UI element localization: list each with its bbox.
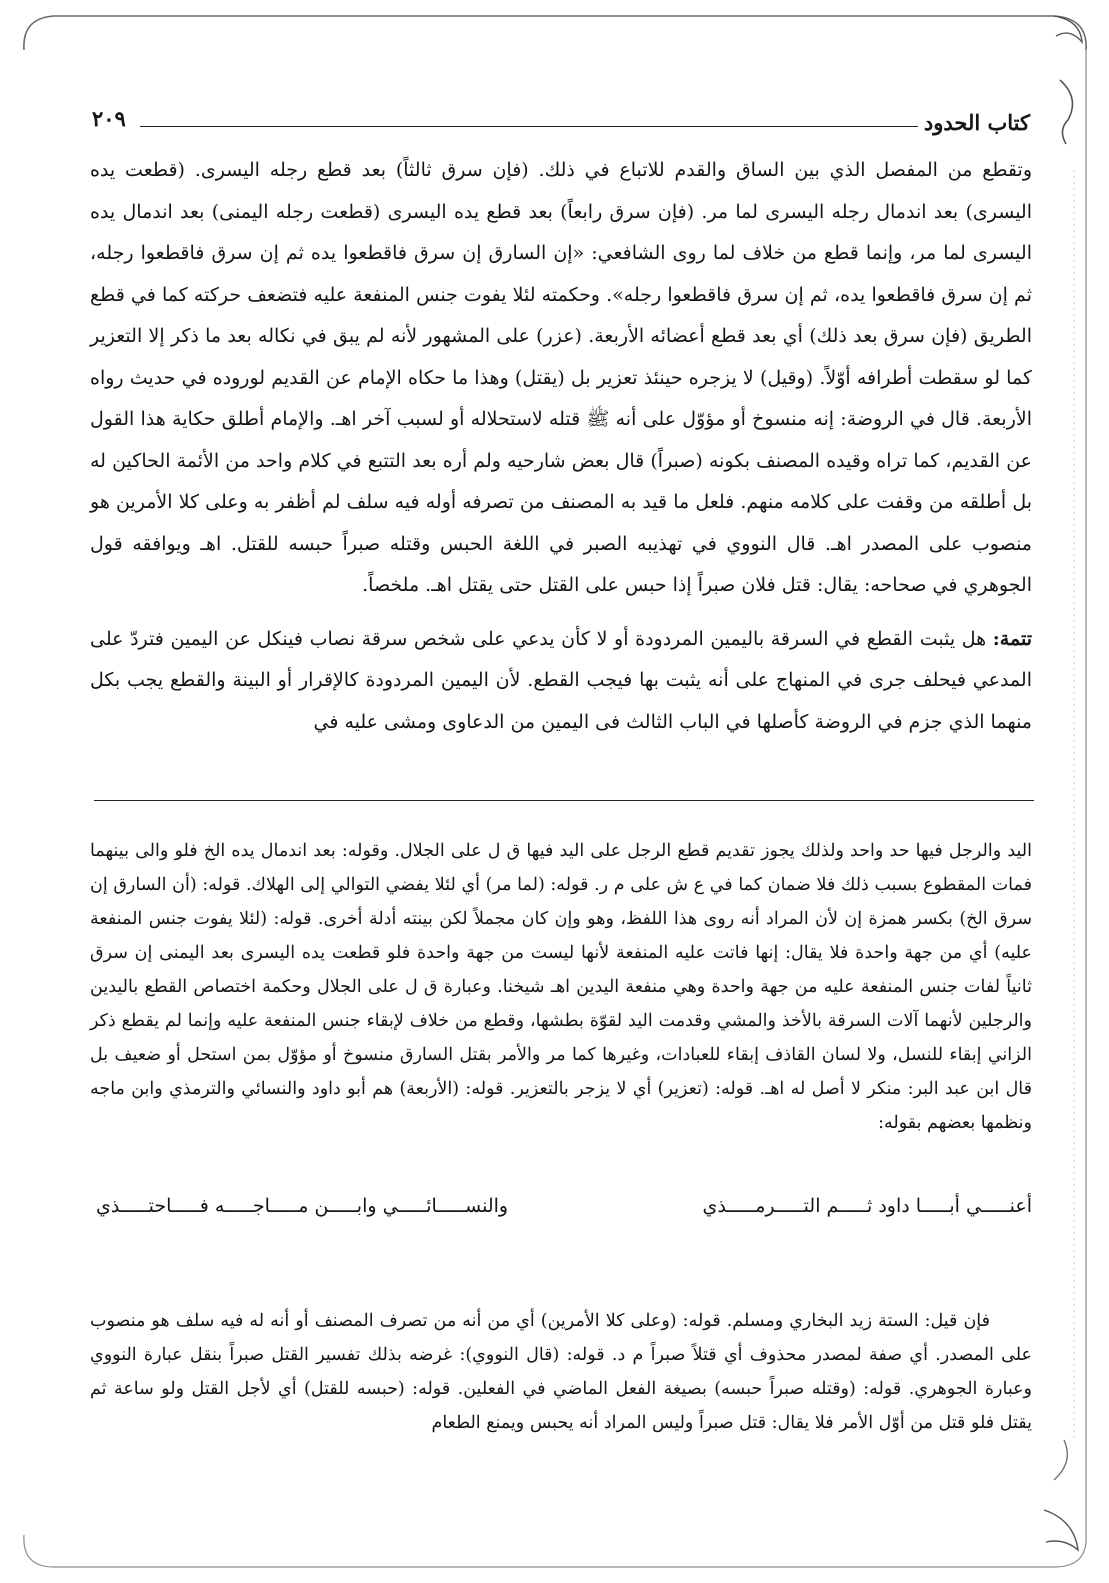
poem-verse xyxy=(96,1195,1032,1235)
chapter-title: كتاب الحدود xyxy=(923,110,1030,135)
page-header xyxy=(92,100,1030,140)
page-number: ٢٠٩ xyxy=(92,106,126,131)
main-paragraph: وتقطع من المفصل الذي بين الساق والقدم للاتباع في ذلك. (فإن سرق ثالثاً) بعد قطع رجله اليسرى. (قطعت يده اليسرى) بعد اندمال رجله اليسرى لما مر. (فإن سرق رابعاً) بعد قطع يده اليسرى (قطعت رجله اليمنى) بعد اندمال يده اليسرى لما مر، وإنما قطع من خلاف لما روى الشافعي: «إن السارق إن سرق فاقطعوا يده ثم إن سرق فاقطعوا رجله، ثم إن سرق فاقطعوا يده، ثم إن سرق فاقطعوا رجله». وحكمته لئلا يفوت جنس المنفعة عليه فتضعف حركته كما في قطع الطريق (فإن سرق بعد ذلك) أي بعد قطع أعضائه الأربعة. (عزر) على المشهور لأنه لم يبق في نكاله بعد ما ذكر إلا التعزير كما لو سقطت أطرافه أوّلاً. (وقيل) لا يزجره حينئذ تعزير بل (يقتل) وهذا ما حكاه الإمام عن القديم لوروده في حديث رواه الأربعة. قال في الروضة: إنه منسوخ أو مؤوّل على أنه ﷺ قتله لاستحلاله أو لسبب آخر اهـ. والإمام أطلق حكاية هذا القول عن القديم، كما تراه وقيده المصنف بكونه (صبراً) قال بعض شارحيه ولم أره بعد التتبع في كلام واحد من الأئمة الحاكين له بل أطلقه من وقفت على كلامه منهم. فلعل ما قيد به المصنف من تصرفه أوله فيه سلف لم أظفر به وعلى كلا الأمرين هو منصوب على المصدر اهـ. قال النووي في تهذيبه الصبر في اللغة الحبس وقتله صبراً حبسه للقتل. اهـ ويوافقه قول الجوهري في صحاحه: يقال: قتل فلان صبراً إذا حبس على القتل حتى يقتل اهـ. ملخصاً. xyxy=(90,159,1032,596)
footnote-paragraph: اليد والرجل فيها حد واحد ولذلك يجوز تقديم قطع الرجل على اليد فيها ق ل على الجلال. وقوله: بعد اندمال يده الخ فلو والى بينهما فمات المقطوع بسبب ذلك فلا ضمان كما في ع ش على م ر. قوله: (لما مر) أي لئلا يفضي التوالي إلى الهلاك. قوله: (أن السارق إن سرق الخ) بكسر همزة إن لأن المراد أنه روى هذا اللفظ، وهو وإن كان مجملاً لكن بينته أدلة أخرى. قوله: (لئلا يفوت جنس المنفعة عليه) أي من جهة واحدة فلا يقال: إنها فاتت عليه المنفعة لأنها ليست من جهة واحدة فلو قطعت يده اليسرى بعد اليمنى إن سرق ثانياً لفات جنس المنفعة عليه من جهة واحدة وهي منفعة اليدين اهـ شيخنا. وعبارة ق ل على الجلال وحكمة اختصاص القطع باليدين والرجلين لأنهما آلات السرقة بالأخذ والمشي وقدمت اليد لقوّة بطشها، وقطع من خلاف لإبقاء جنس المنفعة عليه وإنما لم يقطع ذكر الزاني إبقاء للنسل، ولا لسان القاذف إبقاء للعبادات، وغيرها كما مر والأمر بقتل السارق منسوخ أو مؤوّل بمن استحل أو ضعيف بل قال ابن عبد البر: منكر لا أصل له اهـ. قوله: (تعزير) أي لا يزجر بالتعزير. قوله: (الأربعة) هم أبو داود والنسائي والترمذي وابن ماجه ونظمها بعضهم بقوله: xyxy=(90,841,1032,1133)
footnotes-continued xyxy=(90,1304,1032,1440)
footnote-divider xyxy=(94,800,1034,801)
main-text xyxy=(90,150,1032,743)
footnote-paragraph-2: فإن قيل: الستة زيد البخاري ومسلم. قوله: (وعلى كلا الأمرين) أي من أنه من تصرف المصنف أو أنه له فيه سلف هو منصوب على المصدر. أي صفة لمصدر محذوف أي قتلاً صبراً م د. قوله: (قال النووي): غرضه بذلك تفسير القتل صبراً بنقل عبارة النووي وعبارة الجوهري. قوله: (وقتله صبراً حبسه) بصيغة الفعل الماضي في الفعلين. قوله: (حبسه للقتل) أي لأجل القتل ولو ساعة ثم يقتل فلو قتل من أوّل الأمر فلا يقال: قتل صبراً وليس المراد أنه يحبس ويمنع الطعام xyxy=(90,1311,1032,1433)
tatimma-label: تتمة: xyxy=(992,627,1033,650)
poem-hemistich-first: أعنـــــي أبـــــا داود ثـــــم التـــــرمـــــذي xyxy=(702,1195,1032,1217)
tatimma-text: هل يثبت القطع في السرقة باليمين المردودة أو لا كأن يدعي على شخص سرقة نصاب فينكل عن اليمين فتردّ على المدعي فيحلف جرى في المنهاج على أنه يثبت بها فيجب القطع. لأن اليمين المردودة كالإقرار أو البينة والقطع يجب بكل منهما الذي جزم في الروضة كأصلها في الباب الثالث فى اليمين من الدعاوى ومشى عليه في xyxy=(90,627,1032,733)
poem-hemistich-second: والنســـــائـــــي وابـــــن مـــــاجـــــه فـــــاحتـــــذي xyxy=(96,1195,509,1217)
footnotes xyxy=(90,834,1032,1140)
header-rule xyxy=(140,126,918,127)
tatimma-paragraph xyxy=(90,619,1032,744)
